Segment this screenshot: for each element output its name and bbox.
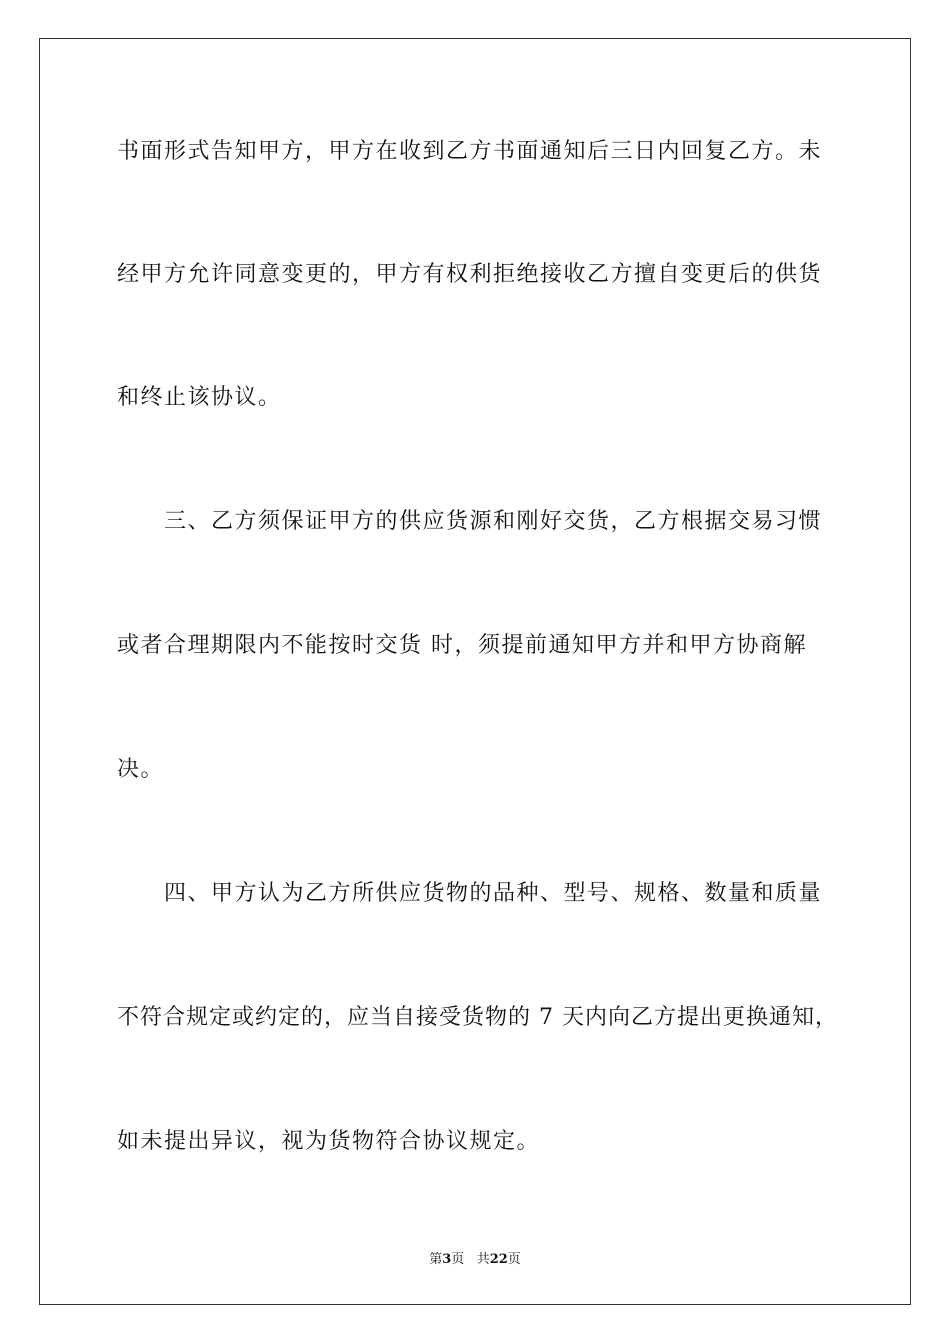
paragraph-line: 书面形式告知甲方，甲方在收到乙方书面通知后三日内回复乙方。未 (117, 139, 823, 164)
footer-total-prefix: 共 (476, 1252, 490, 1267)
total-pages-number: 22 (489, 1252, 508, 1267)
footer-page-unit: 页 (451, 1252, 465, 1267)
footer-total-unit: 页 (507, 1252, 521, 1267)
footer-prefix: 第 (429, 1252, 443, 1267)
paragraph-line: 决。 (117, 757, 165, 782)
paragraph-line: 经甲方允许同意变更的，甲方有权利拒绝接收乙方擅自变更后的供货 (117, 262, 823, 287)
paragraph-line: 和终止该协议。 (117, 385, 282, 410)
paragraph-line: 或者合理期限内不能按时交货 时，须提前通知甲方并和甲方协商解 (117, 633, 807, 658)
page-footer (0, 1248, 950, 1267)
current-page-number: 3 (442, 1252, 452, 1267)
paragraph-line: 不符合规定或约定的，应当自接受货物的 7 天内向乙方提出更换通知， (117, 1005, 838, 1030)
page-border (39, 38, 911, 1305)
paragraph-line: 三、乙方须保证甲方的供应货源和刚好交货，乙方根据交易习惯 (164, 509, 823, 534)
paragraph-line: 四、甲方认为乙方所供应货物的品种、型号、规格、数量和质量 (164, 881, 823, 906)
paragraph-line: 如未提出异议，视为货物符合协议规定。 (117, 1129, 541, 1154)
